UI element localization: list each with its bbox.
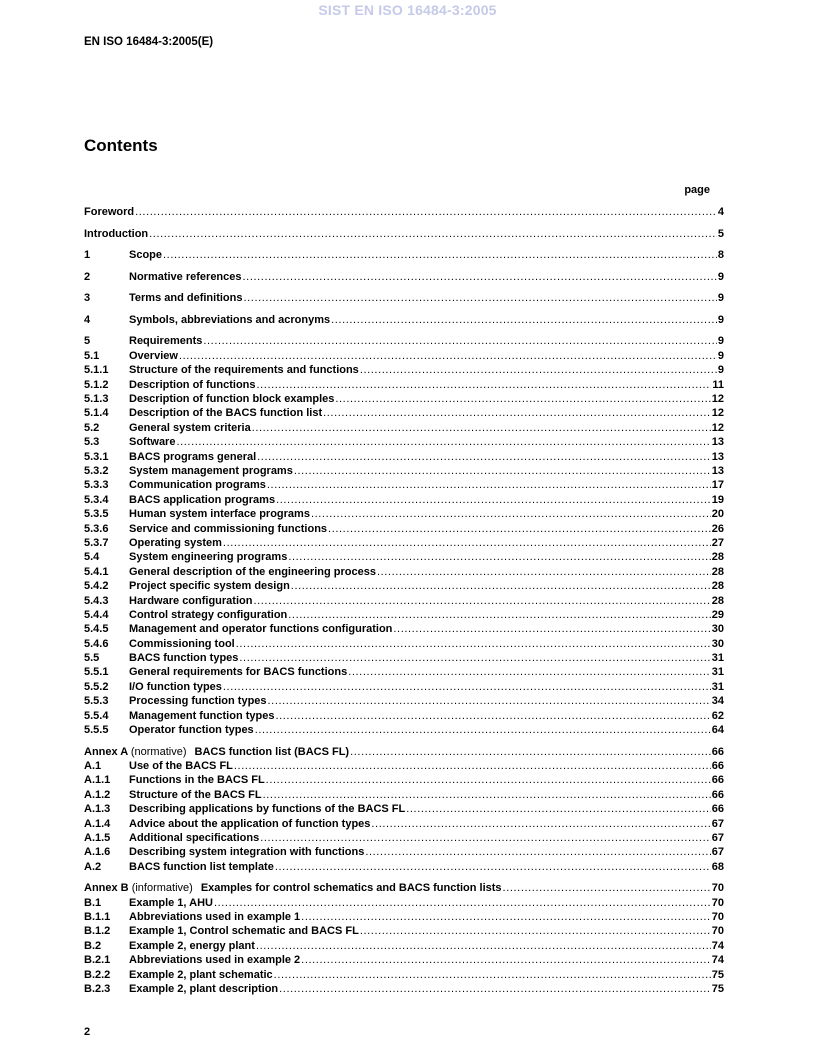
toc-entry-number: 5.1.4 xyxy=(84,407,109,420)
toc-entry-number: 1 xyxy=(84,249,91,262)
toc-entry-label: Commissioning tool xyxy=(129,637,235,650)
toc-entry-number: 5.5 xyxy=(84,652,100,665)
toc-entry-page: 26 xyxy=(711,522,724,535)
toc-entry-label: Example 1, AHU xyxy=(129,896,213,909)
toc-entry-label: Example 2, plant schematic xyxy=(129,968,273,981)
annex-kind: (normative) xyxy=(130,745,187,758)
toc-entry-page: 31 xyxy=(711,666,724,679)
toc-entry[interactable] xyxy=(84,773,724,787)
toc-entry[interactable] xyxy=(84,579,724,593)
toc-entry[interactable] xyxy=(84,968,724,982)
toc-entry-page: 28 xyxy=(711,551,724,564)
toc-entry-page: 9 xyxy=(717,313,724,326)
toc-entry-page: 11 xyxy=(712,378,724,391)
page-number: 2 xyxy=(84,1026,91,1038)
toc-entry-page: 9 xyxy=(717,364,724,377)
toc-entry-page: 9 xyxy=(717,292,724,305)
toc-entry-number: 5.1.1 xyxy=(84,364,109,377)
toc-entry-page: 66 xyxy=(711,774,724,787)
toc-entry-number: 5.5.3 xyxy=(84,695,109,708)
toc-entry-page: 66 xyxy=(711,803,724,816)
dot-leader xyxy=(163,248,717,262)
toc-entry-number: B.1.1 xyxy=(84,911,111,924)
toc-entry-number: A.2 xyxy=(84,860,102,873)
toc-entry-number: A.1 xyxy=(84,759,102,772)
toc-entry[interactable] xyxy=(84,745,724,759)
toc-entry-label: Describing applications by functions of the BACS FL xyxy=(129,803,406,816)
watermark: SIST EN ISO 16484-3:2005 xyxy=(318,2,497,18)
toc-entry-number: B.1 xyxy=(84,896,102,909)
toc-entry[interactable] xyxy=(84,248,724,262)
dot-leader xyxy=(266,773,711,787)
toc-entry-page: 75 xyxy=(711,968,724,981)
toc-entry-label: Terms and definitions xyxy=(129,292,243,305)
page-column-heading: page xyxy=(684,184,710,196)
toc-entry-page: 75 xyxy=(711,983,724,996)
toc-entry-label xyxy=(84,881,502,895)
dot-leader xyxy=(263,788,711,802)
toc-entry[interactable] xyxy=(84,550,724,564)
toc-entry[interactable] xyxy=(84,665,724,679)
toc-entry[interactable] xyxy=(84,845,724,859)
dot-leader xyxy=(236,637,711,651)
dot-leader xyxy=(234,759,711,773)
dot-leader xyxy=(255,723,711,737)
toc-entry-number: 5.4.2 xyxy=(84,580,109,593)
toc-entry[interactable] xyxy=(84,507,724,521)
toc-entry-number: 4 xyxy=(84,313,91,326)
dot-leader xyxy=(257,450,711,464)
toc-entry-page: 28 xyxy=(711,594,724,607)
toc-entry[interactable] xyxy=(84,831,724,845)
annex-prefix: Annex B xyxy=(84,882,129,895)
dot-leader xyxy=(257,378,712,392)
toc-entry[interactable] xyxy=(84,334,724,348)
toc-entry-label: Example 2, energy plant xyxy=(129,939,255,952)
toc-entry[interactable] xyxy=(84,802,724,816)
toc-entry-number: 5.3 xyxy=(84,436,100,449)
toc-entry-label: Advice about the application of function types xyxy=(129,817,371,830)
toc-entry[interactable] xyxy=(84,291,724,305)
annex-title: Examples for control schematics and BACS function lists xyxy=(200,882,502,895)
toc-entry[interactable] xyxy=(84,953,724,967)
toc-entry-page: 13 xyxy=(711,450,724,463)
toc-entry-label: Management and operator functions configuration xyxy=(129,623,393,636)
toc-entry-page: 12 xyxy=(711,407,724,420)
annex-kind: (informative) xyxy=(131,882,193,895)
dot-leader xyxy=(149,227,717,241)
dot-leader xyxy=(268,694,711,708)
toc-entry-page: 9 xyxy=(717,349,724,362)
dot-leader xyxy=(323,406,711,420)
toc-entry-label: BACS programs general xyxy=(129,450,257,463)
toc-entry-number: 5.4.3 xyxy=(84,594,109,607)
toc-entry-page: 29 xyxy=(711,608,724,621)
toc-entry-page: 4 xyxy=(717,206,724,218)
toc-entry-number: 5.4 xyxy=(84,551,100,564)
dot-leader xyxy=(274,968,711,982)
dot-leader xyxy=(135,205,717,219)
toc-entry[interactable] xyxy=(84,896,724,910)
toc-entry[interactable] xyxy=(84,788,724,802)
dot-leader xyxy=(331,313,717,327)
toc-entry-number: A.1.6 xyxy=(84,846,111,859)
toc-entry-label: Foreword xyxy=(84,206,135,218)
toc-entry[interactable] xyxy=(84,924,724,938)
toc-entry[interactable] xyxy=(84,478,724,492)
toc-entry-label: Operator function types xyxy=(129,724,254,737)
toc-entry-page: 27 xyxy=(711,536,724,549)
toc-entry-page: 31 xyxy=(711,680,724,693)
dot-leader xyxy=(294,464,711,478)
toc-entry-label: Project specific system design xyxy=(129,580,290,593)
toc-entry-page: 30 xyxy=(711,637,724,650)
toc-entry-page: 70 xyxy=(711,882,724,895)
dot-leader xyxy=(214,896,711,910)
toc-entry[interactable] xyxy=(84,270,724,284)
toc-entry-number: 5.3.2 xyxy=(84,464,109,477)
toc-entry[interactable] xyxy=(84,651,724,665)
toc-entry-number: 5.5.2 xyxy=(84,680,109,693)
toc-entry[interactable] xyxy=(84,680,724,694)
toc-entry-label: System management programs xyxy=(129,464,293,477)
dot-leader xyxy=(253,594,710,608)
toc-entry-label: Control strategy configuration xyxy=(129,608,288,621)
dot-leader xyxy=(252,421,711,435)
dot-leader xyxy=(179,349,717,363)
toc-entry[interactable] xyxy=(84,622,724,636)
dot-leader xyxy=(377,565,711,579)
toc-entry[interactable] xyxy=(84,608,724,622)
toc-entry[interactable] xyxy=(84,464,724,478)
toc-entry-page: 34 xyxy=(711,695,724,708)
dot-leader xyxy=(393,622,710,636)
toc-entry[interactable] xyxy=(84,435,724,449)
toc-entry-number: 5.5.4 xyxy=(84,709,109,722)
toc-entry-number: A.1.3 xyxy=(84,803,111,816)
toc-entry-label: General description of the engineering process xyxy=(129,565,376,578)
toc-entry-label: General requirements for BACS functions xyxy=(129,666,348,679)
toc-entry-label: System engineering programs xyxy=(129,551,288,564)
toc-entry-number: B.2.2 xyxy=(84,968,111,981)
toc-entry-label: Overview xyxy=(129,349,178,362)
toc-entry-number: 5.3.7 xyxy=(84,536,109,549)
dot-leader xyxy=(275,709,710,723)
toc-entry[interactable] xyxy=(84,392,724,406)
toc-entry-page: 17 xyxy=(711,479,724,492)
toc-entry-number: 5.1.2 xyxy=(84,378,109,391)
toc-entry-page: 9 xyxy=(717,335,724,348)
toc-entry-label: Normative references xyxy=(129,270,242,283)
dot-leader xyxy=(288,550,710,564)
toc-entry[interactable] xyxy=(84,421,724,435)
toc-entry-label: Scope xyxy=(129,249,163,262)
dot-leader xyxy=(335,392,710,406)
toc-entry-page: 67 xyxy=(711,846,724,859)
toc-entry-number: A.1.1 xyxy=(84,774,111,787)
toc-entry-label: Description of the BACS function list xyxy=(129,407,323,420)
toc-entry-number: A.1.4 xyxy=(84,817,111,830)
toc-entry-page: 12 xyxy=(711,421,724,434)
toc-entry[interactable] xyxy=(84,817,724,831)
toc-entry[interactable] xyxy=(84,759,724,773)
toc-entry-number: 5.5.1 xyxy=(84,666,109,679)
toc-entry[interactable] xyxy=(84,694,724,708)
dot-leader xyxy=(328,522,711,536)
dot-leader xyxy=(275,860,711,874)
toc-entry-page: 31 xyxy=(711,652,724,665)
toc-entry-page: 62 xyxy=(711,709,724,722)
toc-entry-number: 5.5.5 xyxy=(84,724,109,737)
toc-entry-label: Software xyxy=(129,436,176,449)
toc-entry-label: Requirements xyxy=(129,335,203,348)
toc-entry-label: Functions in the BACS FL xyxy=(129,774,265,787)
annex-prefix: Annex A xyxy=(84,745,128,758)
toc-entry-label: BACS application programs xyxy=(129,493,276,506)
toc-entry-label: Abbreviations used in example 1 xyxy=(129,911,301,924)
toc-entry-number: B.1.2 xyxy=(84,925,111,938)
toc-entry-number: B.2 xyxy=(84,939,102,952)
toc-entry-number: A.1.2 xyxy=(84,788,111,801)
toc-entry-page: 9 xyxy=(717,270,724,283)
dot-leader xyxy=(260,831,711,845)
toc-entry-label: Example 1, Control schematic and BACS FL xyxy=(129,925,359,938)
toc-entry-page: 70 xyxy=(711,911,724,924)
dot-leader xyxy=(203,334,717,348)
dot-leader xyxy=(279,982,711,996)
toc-entry-number: 5.3.6 xyxy=(84,522,109,535)
toc-entry-page: 8 xyxy=(717,249,724,262)
dot-leader xyxy=(256,939,711,953)
toc-entry-page: 64 xyxy=(711,724,724,737)
toc-entry[interactable] xyxy=(84,881,724,895)
toc-entry-number: 5.4.6 xyxy=(84,637,109,650)
toc-entry[interactable] xyxy=(84,378,724,392)
toc-entry-label: BACS function list template xyxy=(129,860,274,873)
toc-entry-label: Processing function types xyxy=(129,695,267,708)
dot-leader xyxy=(239,651,710,665)
toc-entry-number: 3 xyxy=(84,292,91,305)
dot-leader xyxy=(288,608,710,622)
toc-entry-label: Description of functions xyxy=(129,378,256,391)
toc-entry[interactable] xyxy=(84,939,724,953)
toc-entry[interactable] xyxy=(84,565,724,579)
toc-entry-label: Description of function block examples xyxy=(129,393,335,406)
toc-entry[interactable] xyxy=(84,493,724,507)
toc-entry[interactable] xyxy=(84,594,724,608)
dot-leader xyxy=(223,680,711,694)
toc-entry-number: B.2.3 xyxy=(84,983,111,996)
toc-entry-label: Management function types xyxy=(129,709,275,722)
toc-entry-label: Operating system xyxy=(129,536,222,549)
toc-entry-page: 74 xyxy=(711,954,724,967)
toc-entry-number: 5.1 xyxy=(84,349,100,362)
toc-entry-label: General system criteria xyxy=(129,421,251,434)
dot-leader xyxy=(276,493,711,507)
dot-leader xyxy=(406,802,711,816)
toc-entry-number: 5 xyxy=(84,335,91,348)
dot-leader xyxy=(350,745,711,759)
toc-entry-label: Human system interface programs xyxy=(129,508,310,521)
dot-leader xyxy=(176,435,710,449)
toc-entry-page: 13 xyxy=(711,464,724,477)
toc-entry[interactable] xyxy=(84,860,724,874)
toc-entry-number: 5.3.4 xyxy=(84,493,109,506)
toc-entry-page: 66 xyxy=(711,745,724,758)
toc-entry-label: Additional specifications xyxy=(129,831,260,844)
toc-entry[interactable] xyxy=(84,522,724,536)
toc-entry[interactable] xyxy=(84,910,724,924)
toc-entry-label: Hardware configuration xyxy=(129,594,253,607)
toc-entry-label: Service and commissioning functions xyxy=(129,522,328,535)
toc-entry-label: Describing system integration with functions xyxy=(129,846,365,859)
toc-entry-number: B.2.1 xyxy=(84,954,111,967)
toc-entry-number: 5.3.5 xyxy=(84,508,109,521)
dot-leader xyxy=(503,881,711,895)
toc-entry-label: Example 2, plant description xyxy=(129,983,279,996)
dot-leader xyxy=(243,291,716,305)
toc-entry[interactable] xyxy=(84,227,724,241)
toc-entry-label: BACS function types xyxy=(129,652,239,665)
toc-entry-number: 5.4.1 xyxy=(84,565,109,578)
dot-leader xyxy=(371,817,710,831)
toc-entry-page: 67 xyxy=(711,817,724,830)
toc-entry[interactable] xyxy=(84,349,724,363)
toc-entry-page: 66 xyxy=(711,759,724,772)
toc-entry-page: 12 xyxy=(711,393,724,406)
toc-entry[interactable] xyxy=(84,536,724,550)
toc-entry-page: 68 xyxy=(711,860,724,873)
dot-leader xyxy=(348,665,711,679)
toc-entry-label: Structure of the requirements and functions xyxy=(129,364,359,377)
toc-entry-number: 2 xyxy=(84,270,91,283)
toc-entry-page: 28 xyxy=(711,565,724,578)
dot-leader xyxy=(360,924,711,938)
toc-entry-page: 19 xyxy=(711,493,724,506)
toc-entry-number: 5.1.3 xyxy=(84,393,109,406)
toc-entry-number: 5.4.5 xyxy=(84,623,109,636)
toc-entry-page: 13 xyxy=(711,436,724,449)
toc-entry-number: A.1.5 xyxy=(84,831,111,844)
annex-title: BACS function list (BACS FL) xyxy=(194,745,350,758)
toc-entry-number: 5.2 xyxy=(84,421,100,434)
toc-entry-label: Symbols, abbreviations and acronyms xyxy=(129,313,331,326)
toc-entry-page: 28 xyxy=(711,580,724,593)
dot-leader xyxy=(311,507,711,521)
toc-entry-number: 5.4.4 xyxy=(84,608,109,621)
document-id: EN ISO 16484-3:2005(E) xyxy=(84,36,214,48)
toc-entry[interactable] xyxy=(84,637,724,651)
table-of-contents xyxy=(84,205,724,996)
toc-entry-page: 5 xyxy=(717,227,724,240)
toc-entry[interactable] xyxy=(84,450,724,464)
toc-entry[interactable] xyxy=(84,723,724,737)
toc-entry-page: 70 xyxy=(711,896,724,909)
toc-entry-number: 5.3.3 xyxy=(84,479,109,492)
toc-entry-label: Abbreviations used in example 2 xyxy=(129,954,301,967)
toc-entry[interactable] xyxy=(84,363,724,377)
toc-entry[interactable] xyxy=(84,313,724,327)
toc-entry-label: Introduction xyxy=(84,227,149,240)
toc-entry-page: 30 xyxy=(711,623,724,636)
toc-entry-page: 66 xyxy=(711,788,724,801)
dot-leader xyxy=(360,363,717,377)
toc-entry[interactable] xyxy=(84,709,724,723)
dot-leader xyxy=(243,270,717,284)
dot-leader xyxy=(291,579,711,593)
toc-entry-label xyxy=(84,745,349,759)
dot-leader xyxy=(365,845,710,859)
toc-entry-label: Structure of the BACS FL xyxy=(129,788,262,801)
toc-entry[interactable] xyxy=(84,205,724,219)
toc-entry-page: 74 xyxy=(711,939,724,952)
dot-leader xyxy=(301,953,711,967)
toc-entry-label: Communication programs xyxy=(129,479,266,492)
toc-entry-label: Use of the BACS FL xyxy=(129,759,233,772)
toc-entry-page: 67 xyxy=(711,831,724,844)
toc-entry-page: 20 xyxy=(711,508,724,521)
toc-entry-page: 70 xyxy=(711,925,724,938)
toc-entry-label: I/O function types xyxy=(129,680,222,693)
dot-leader xyxy=(223,536,711,550)
toc-entry[interactable] xyxy=(84,982,724,996)
dot-leader xyxy=(301,910,711,924)
dot-leader xyxy=(267,478,711,492)
toc-entry[interactable] xyxy=(84,406,724,420)
page-title: Contents xyxy=(84,136,158,155)
toc-entry-number: 5.3.1 xyxy=(84,450,109,463)
